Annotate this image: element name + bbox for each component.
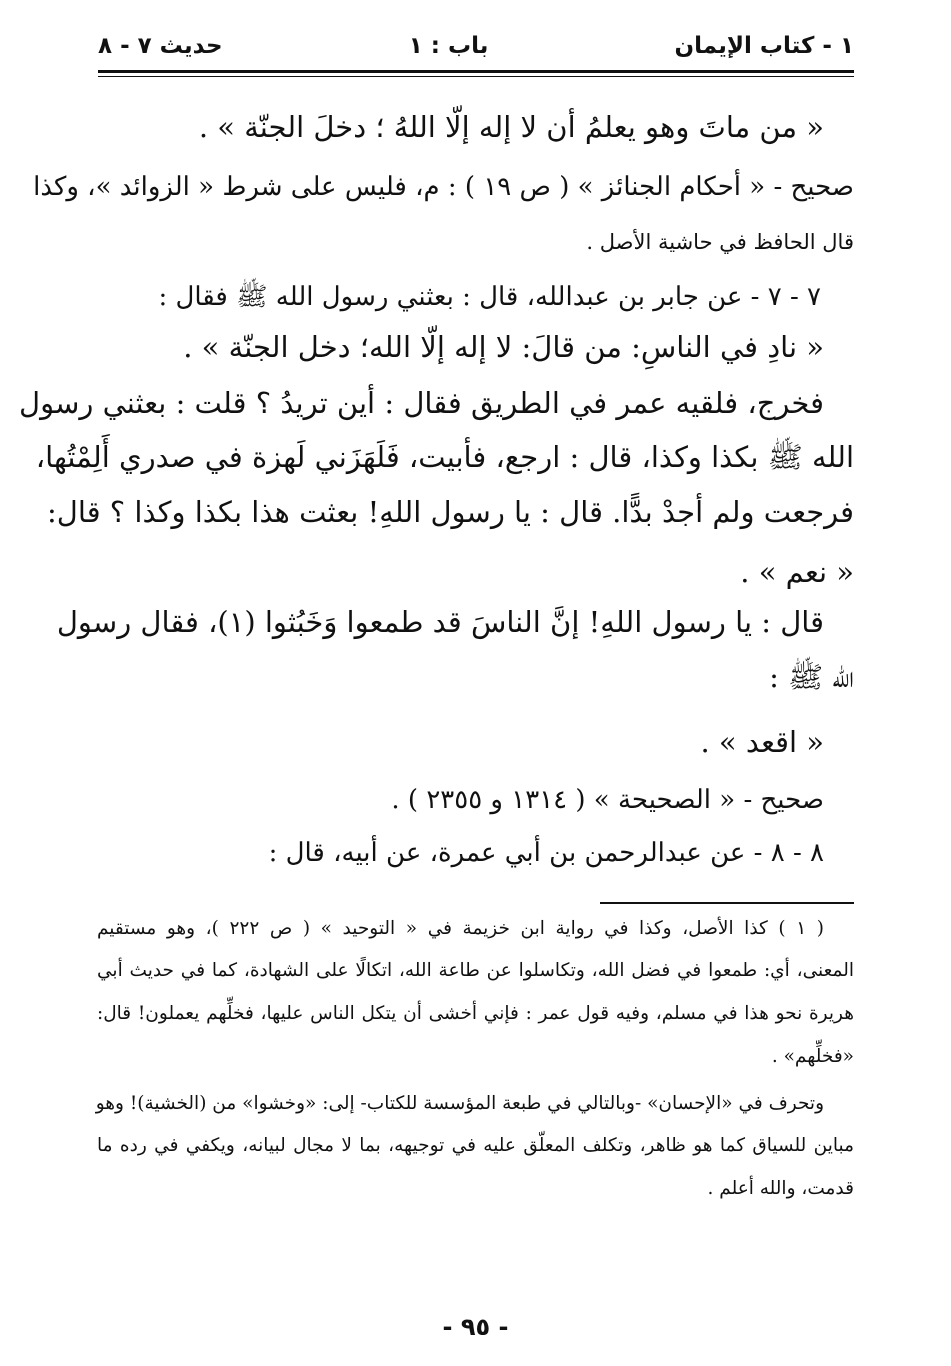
body-line-matn: « من ماتَ وهو يعلمُ أن لا إله إلّا اللهُ ؛ دخلَ الجنّة » .: [198, 110, 824, 144]
footnote-line: «فخلِّهم» .: [771, 1046, 854, 1067]
body-line-matn: « اقعد » .: [700, 725, 824, 759]
header-rule-thick: [98, 70, 854, 73]
running-header: [98, 26, 854, 66]
body-line-hadith-8: ٨ - ٨ - عن عبدالرحمن بن أبي عمرة، عن أبيه، قال :: [268, 838, 824, 868]
header-hadith-range: حديث ٧ - ٨: [98, 33, 223, 59]
body-line-matn: فخرج، فلقيه عمر في الطريق فقال : أين تريدُ ؟ قلت : بعثني رسول: [19, 386, 824, 420]
footnote-line: المعنى، أي: طمعوا في فضل الله، وتكاسلوا عن طاعة الله، اتكالًا على الشهادة، كما في حديث أبي: [97, 960, 854, 981]
body-line-matn: الله ﷺ بكذا وكذا، قال : ارجع، فأبيت، فَلَهَزَني لَهزة في صدري أَلِمْتُها،: [35, 440, 854, 474]
page-number: - ٩٥ -: [442, 1313, 509, 1341]
body-line-grading: صحيح - « أحكام الجنائز » ( ص ١٩ ) : م، فليس على شرط « الزوائد »، وكذا: [33, 172, 854, 202]
footnote-line: ( ١ ) كذا الأصل، وكذا في رواية ابن خزيمة في « التوحيد » ( ص ٢٢٢ )، وهو مستقيم: [97, 918, 824, 939]
body-line-matn: « نعم » .: [740, 555, 854, 589]
body-line-hadith-7: ٧ - ٧ - عن جابر بن عبدالله، قال : بعثني رسول الله ﷺ فقال :: [158, 282, 821, 312]
header-book-title: ١ - كتاب الإيمان: [674, 33, 854, 59]
body-line-matn: فرجعت ولم أجدْ بدًّا. قال : يا رسول اللهِ! بعثت هذا بكذا وكذا ؟ قال:: [47, 495, 854, 529]
body-line-matn: قال : يا رسول اللهِ! إنَّ الناسَ قد طمعوا وَخَبُثوا (١)، فقال رسول: [56, 605, 824, 639]
header-chapter: باب : ١: [408, 33, 489, 59]
footnote-line: مباين للسياق كما هو ظاهر، وتكلف المعلّق عليه في توجيهه، بما لا مجال لبيانه، ويكفي في رده ما: [97, 1135, 854, 1156]
body-line-grading: صحيح - « الصحيحة » ( ١٣١٤ و ٢٣٥٥ ) .: [391, 785, 824, 815]
footnote-rule: [600, 902, 854, 904]
body-line-matn: الله ﷺ :: [769, 660, 854, 694]
footnote-line: وتحرف في «الإحسان» -وبالتالي في طبعة المؤسسة للكتاب- إلى: «وخشوا» من (الخشية)! وهو: [95, 1093, 824, 1114]
body-line-matn: « نادِ في الناسِ: من قالَ: لا إله إلّا الله؛ دخل الجنّة » .: [183, 330, 824, 364]
footnote-line: هريرة نحو هذا في مسلم، وفيه قول عمر : فإني أخشى أن يتكل الناس عليها، فخلِّهم يعملون! قال:: [97, 1003, 854, 1024]
header-rule-thin: [98, 76, 854, 77]
footnote-line: قدمت، والله أعلم .: [707, 1178, 854, 1199]
body-line-grading-cont: قال الحافظ في حاشية الأصل .: [586, 230, 854, 254]
